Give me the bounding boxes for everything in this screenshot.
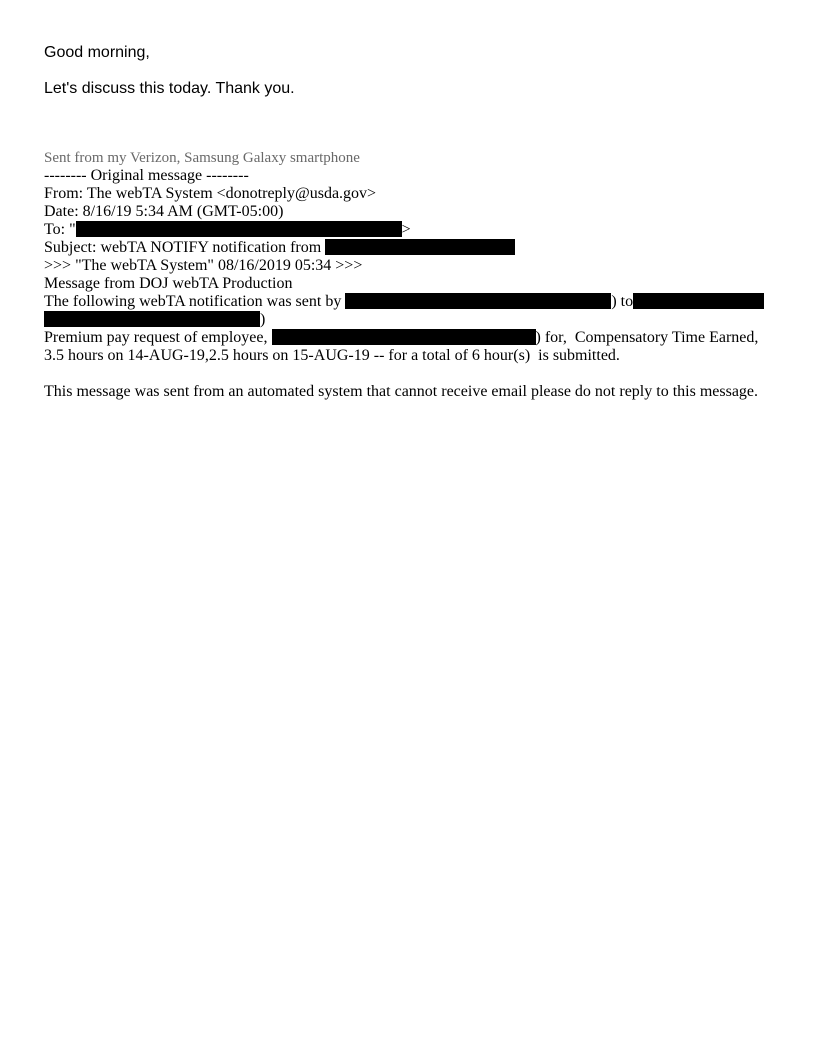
premium-pay-line: [44, 329, 772, 347]
sent-by-line: [44, 293, 772, 311]
premium-pay-text: Premium pay request of employee,: [44, 329, 272, 346]
automated-system-notice: This message was sent from an automated system that cannot receive email please do not reply to this message.: [44, 383, 759, 400]
system-timestamp-line: >>> "The webTA System" 08/16/2019 05:34 >>>: [44, 257, 363, 274]
sent-to-text: ) to: [611, 293, 634, 310]
subject-label: Subject: webTA NOTIFY notification from: [44, 239, 326, 256]
webta-notification-block: [44, 257, 772, 329]
hours-detail-line: 3.5 hours on 14-AUG-19,2.5 hours on 15-AUG-19 -- for a total of 6 hour(s) is submitted.: [44, 347, 620, 364]
from-line: From: The webTA System <donotreply@usda.gov>: [44, 185, 377, 202]
subject-line: [44, 239, 772, 257]
to-line: [44, 221, 772, 239]
original-message-divider: -------- Original message --------: [44, 167, 249, 184]
to-closing-bracket: >: [401, 221, 411, 238]
redaction-bar-subject: [325, 239, 515, 255]
redaction-bar-employee: [272, 329, 536, 345]
redaction-bar-recipient-2: [44, 311, 260, 327]
production-source-line: Message from DOJ webTA Production: [44, 275, 293, 292]
message-body-text: Let's discuss this today. Thank you.: [44, 80, 295, 97]
sent-by-text: The following webTA notification was sent by: [44, 293, 346, 310]
recipient-continued-line: [44, 311, 772, 329]
recipient-closing-paren: ): [260, 311, 266, 328]
redaction-bar-sender: [345, 293, 611, 309]
redaction-bar-recipient-1: [633, 293, 764, 309]
mobile-signature-text: Sent from my Verizon, Samsung Galaxy smartphone: [44, 150, 360, 166]
comp-time-text: ) for, Compensatory Time Earned,: [535, 329, 759, 346]
redaction-bar-to-address: [76, 221, 402, 237]
original-message-header: [44, 167, 772, 257]
greeting-text: Good morning,: [44, 44, 150, 61]
date-line: Date: 8/16/19 5:34 AM (GMT-05:00): [44, 203, 284, 220]
to-label: To: ": [44, 221, 76, 238]
premium-pay-request-block: [44, 329, 772, 365]
